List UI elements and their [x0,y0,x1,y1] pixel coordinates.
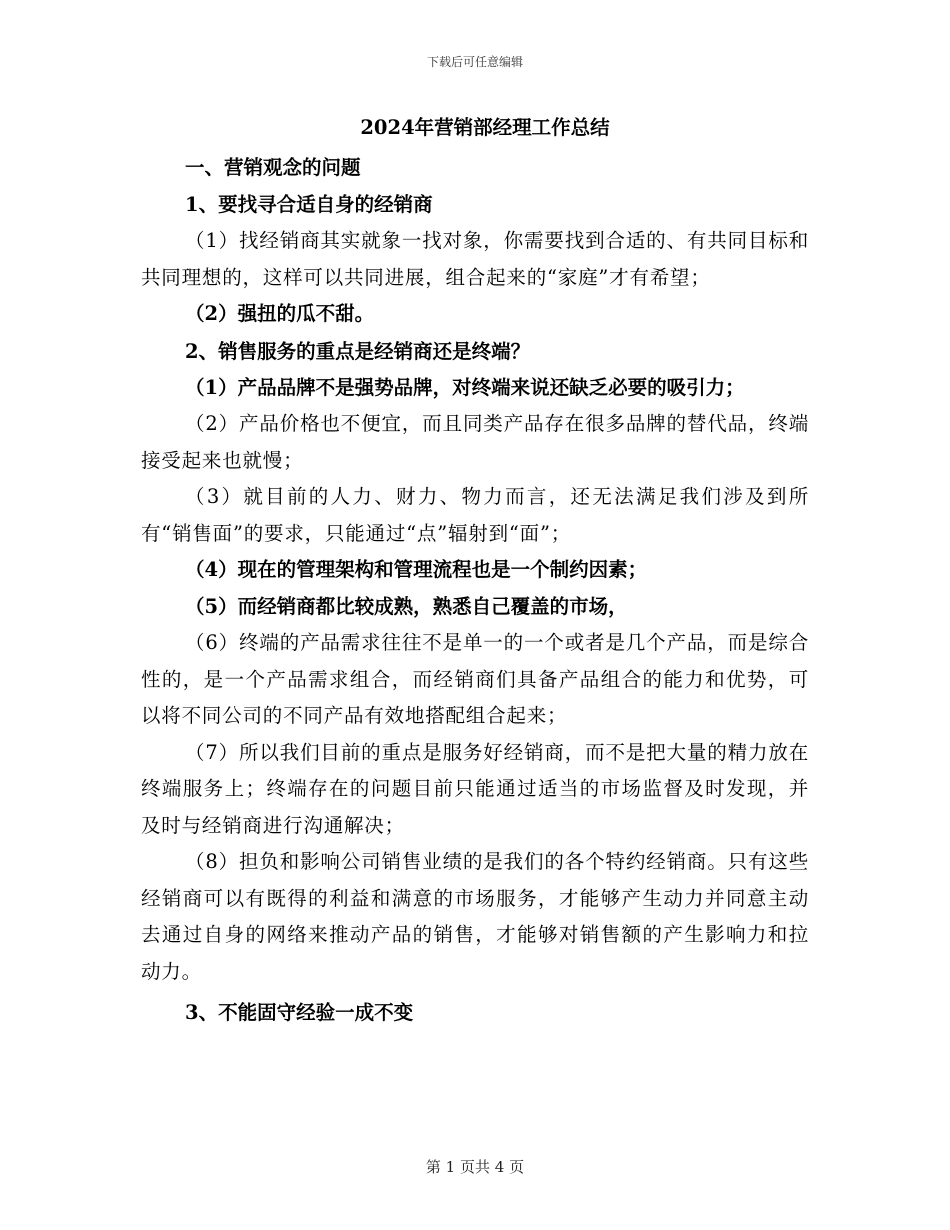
paragraph-1-1: （1）找经销商其实就象一找对象，你需要找到合适的、有共同目标和共同理想的，这样可以共同进展，组合起来的“家庭”才有希望； [141,229,809,289]
section-heading-1: 一、营销观念的问题 [185,156,361,179]
document-title: 2024年营销部经理工作总结 [360,116,610,139]
paragraph-2-7: （7）所以我们目前的重点是服务好经销商，而不是把大量的精力放在终端服务上；终端存在的问题目前只能通过适当的市场监督及时发现，并及时与经销商进行沟通解决； [141,740,809,837]
subsection-heading-1: 1、要找寻合适自身的经销商 [185,193,433,216]
document-body [141,113,809,1031]
paragraph-2-6: （6）终端的产品需求往往不是单一的一个或者是几个产品，而是综合性的，是一个产品需求组合，而经销商们具备产品组合的能力和优势，可以将不同公司的不同产品有效地搭配组合起来； [141,631,809,727]
paragraph-2-8: （8）担负和影响公司销售业绩的是我们的各个特约经销商。只有这些经销商可以有既得的利益和满意的市场服务，才能够产生动力并同意主动去通过自身的网络来推动产品的销售，才能够对销售额的产生影响力和拉动力。 [141,850,809,983]
paragraph-2-2: （2）产品价格也不便宜，而且同类产品存在很多品牌的替代品，终端接受起来也就慢； [141,412,809,472]
paragraph-1-2: （2）强扭的瓜不甜。 [185,302,375,325]
paragraph-2-1: （1）产品品牌不是强势品牌，对终端来说还缺乏必要的吸引力； [185,375,745,399]
paragraph-2-4: （4）现在的管理架构和管理流程也是一个制约因素； [185,558,648,581]
subsection-heading-2: 2、销售服务的重点是经销商还是终端？ [185,339,531,363]
page-footer: 第 1 页共 4 页 [425,1158,525,1176]
paragraph-2-3: （3）就目前的人力、财力、物力而言，还无法满足我们涉及到所有“销售面”的要求，只能通过“点”辐射到“面”； [141,485,809,545]
paragraph-2-5: （5）而经销商都比较成熟，熟悉自己覆盖的市场， [185,594,628,618]
page-header: 下载后可任意编辑 [426,55,523,69]
subsection-heading-3: 3、不能固守经验一成不变 [185,1001,414,1024]
